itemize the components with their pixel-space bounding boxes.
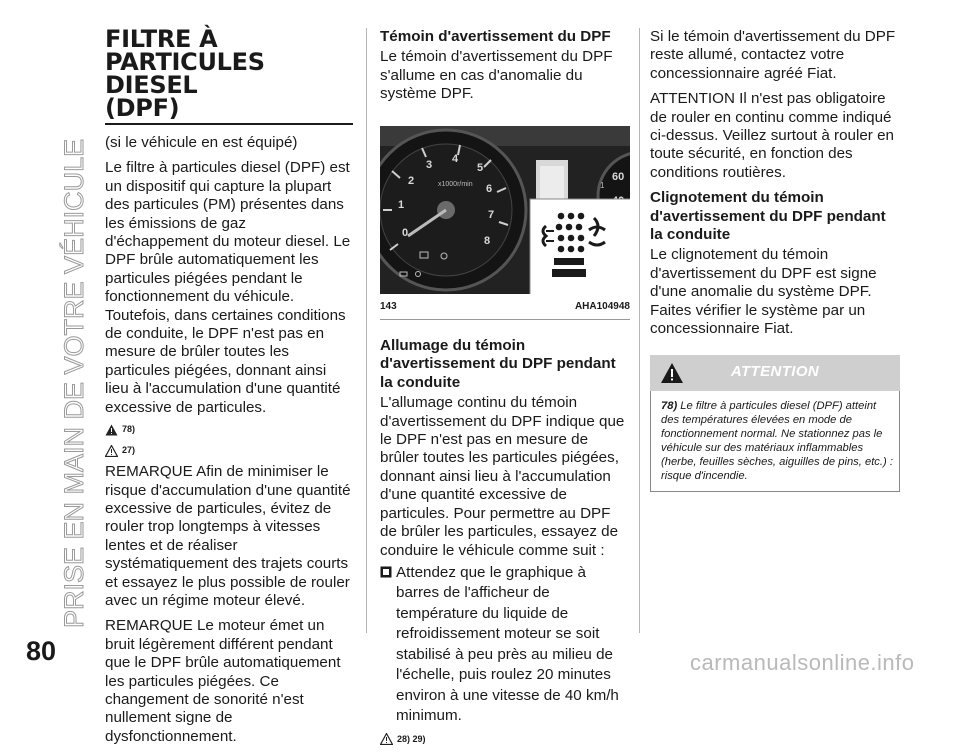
heading-line-2: PARTICULES DIESEL bbox=[105, 48, 265, 99]
attention-paragraph: ATTENTION Il n'est pas obligatoire de rouler en continu comme indiqué ci-dessus. Veillez surtout à rouler en toute sécurité, en fonction des conditions routières. bbox=[650, 90, 894, 181]
reference-label: 78) bbox=[122, 424, 136, 435]
warning-box bbox=[650, 391, 900, 493]
intro-paragraph: Le filtre à particules diesel (DPF) est un dispositif qui capture la plupart des particules (PM) présentes dans les émissions de gaz d'échappement du moteur diesel. Le DPF brûle automatiquement les particules piégées pendant le fonctionnement du véhicule. Toutefois, dans certaines conditions de conduite, le DPF n'est pas en mesure de brûler toutes les particules piégées, donnant ainsi lieu à l'accumulation d'une quantité excessive de particules. bbox=[105, 159, 351, 416]
warning-banner bbox=[650, 355, 900, 391]
column-divider bbox=[639, 28, 640, 633]
tick-label: 5 bbox=[477, 161, 484, 174]
instruction-bullet bbox=[380, 563, 630, 727]
reference-label: 27) bbox=[122, 445, 136, 456]
page-number: 80 bbox=[26, 636, 57, 666]
gauge-unit: x1000r/min bbox=[438, 180, 473, 188]
dashboard-figure bbox=[380, 126, 630, 294]
speed-label: 60 bbox=[612, 170, 625, 183]
lighting-heading: Allumage du témoin d'avertissement du DPF pendant la conduite bbox=[380, 337, 616, 391]
heading-line-1: FILTRE À bbox=[105, 25, 218, 53]
tick-label: 7 bbox=[488, 208, 495, 221]
warning-text: Le filtre à particules diesel (DPF) atteint des températures élevées en mode de fonctionnement normal. Ne stationnez pas le véhicule sur des matériaux inflammables (herbe, feuilles sèches, aiguilles de pins, etc.) : risque d'incendie. bbox=[661, 399, 893, 482]
side-section-title bbox=[6, 0, 92, 640]
caution-icon bbox=[380, 733, 393, 745]
column-divider bbox=[366, 28, 367, 633]
tick-label: 1 bbox=[398, 198, 405, 211]
left-column bbox=[105, 25, 353, 753]
instruction-text: Attendez que le graphique à barres de l'afficheur de température du liquide de refroidissement moteur se soit stabilisé à peu près au milieu de l'échelle, puis roulez 20 minutes environ à une vitesse de 40 km/h minimum. bbox=[396, 563, 619, 725]
tick-label: 2 bbox=[408, 174, 415, 187]
reference-78 bbox=[105, 421, 353, 438]
reference-27 bbox=[105, 442, 353, 459]
section-heading bbox=[105, 25, 353, 125]
tick-label: 0 bbox=[402, 226, 409, 239]
remark-paragraph-1: REMARQUE Afin de minimiser le risque d'accumulation d'une quantité excessive de particules, évitez de rouler trop longtemps à vitesses lentes et de réaliser systématiquement des trajets courts et essayez le plus possible de rouler avec un régime moteur élevé. bbox=[105, 463, 351, 609]
reference-28-29 bbox=[380, 731, 630, 748]
tick-label: 6 bbox=[486, 182, 493, 195]
figure-number: 143 bbox=[380, 300, 397, 312]
middle-column bbox=[380, 28, 630, 752]
figure-caption bbox=[380, 294, 630, 320]
remark-paragraph-2: REMARQUE Le moteur émet un bruit légèrement différent pendant que le DPF brûle automatiquement les particules piégées. Ce changement de sonorité n'est nullement signe de dysfonctionnement. bbox=[105, 617, 341, 745]
warning-light-paragraph: Le témoin d'avertissement du DPF s'allume en cas d'anomalie du système DPF. bbox=[380, 48, 613, 103]
reference-label: 28) 29) bbox=[397, 734, 426, 745]
flashing-paragraph: Le clignotement du témoin d'avertissement du DPF est signe d'une anomalie du système DPF. Faites vérifier le système par un concessionnaire Fiat. bbox=[650, 246, 877, 338]
warning-triangle-icon bbox=[105, 424, 118, 436]
warning-triangle-icon bbox=[660, 362, 684, 384]
tick-label: 8 bbox=[484, 234, 491, 247]
dealer-paragraph: Si le témoin d'avertissement du DPF reste allumé, contactez votre concessionnaire agréé Fiat. bbox=[650, 28, 896, 82]
small-display-value: 1 bbox=[600, 180, 605, 190]
watermark: carmanualsonline.info bbox=[690, 650, 915, 675]
tick-label: 3 bbox=[426, 158, 433, 171]
figure-code: AHA104948 bbox=[574, 300, 630, 312]
bullet-icon bbox=[380, 566, 392, 578]
side-title-text: PRISE EN MAIN DE VOTRE VÉHICULE bbox=[59, 138, 89, 628]
warning-title: ATTENTION bbox=[730, 363, 820, 381]
warning-ref: 78) bbox=[661, 399, 678, 412]
warning-light-heading: Témoin d'avertissement du DPF bbox=[380, 28, 611, 45]
tick-label: 4 bbox=[452, 152, 459, 165]
equipment-note: (si le véhicule en est équipé) bbox=[105, 134, 298, 151]
right-column bbox=[650, 28, 900, 492]
caution-icon bbox=[105, 445, 118, 457]
heading-line-3: (DPF) bbox=[105, 94, 180, 122]
lighting-paragraph: L'allumage continu du témoin d'avertissement du DPF indique que le DPF n'est pas en mesure de brûler toutes les particules piégées, donnant ainsi lieu à l'accumulation d'une quantité excessive de particules. Pour permettre au DPF de brûler les particules, essayez de conduire le véhicule comme suit : bbox=[380, 394, 625, 559]
flashing-heading: Clignotement du témoin d'avertissement du DPF pendant la conduite bbox=[650, 189, 886, 244]
